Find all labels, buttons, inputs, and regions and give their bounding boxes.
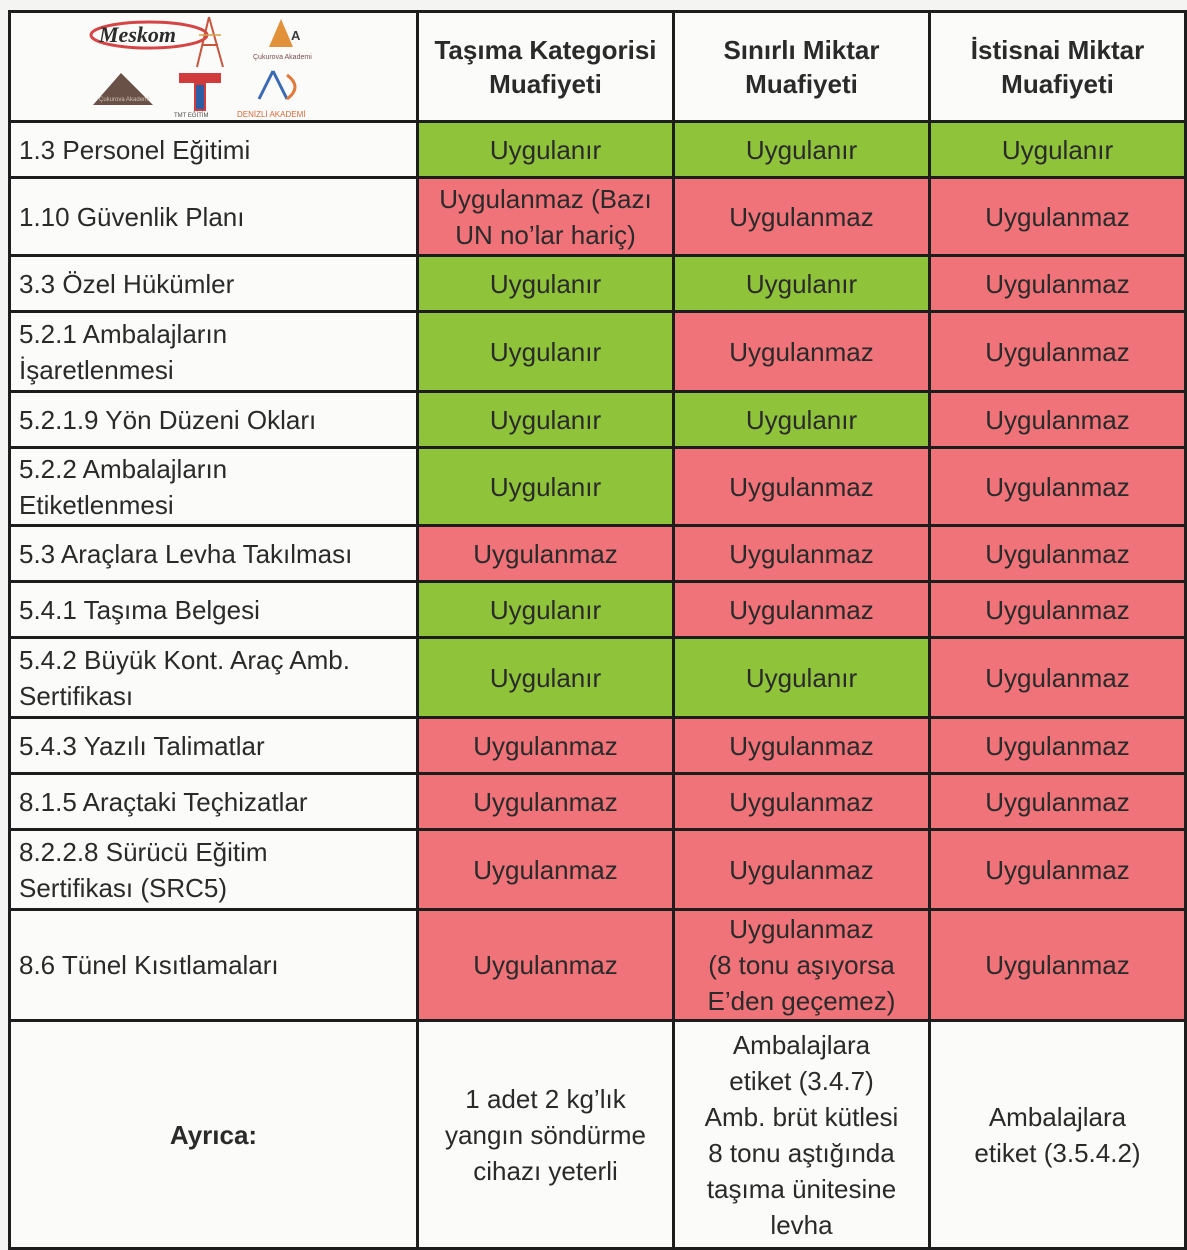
row-label: 3.3 Özel Hükümler	[10, 256, 418, 312]
footer-cell: Ambalajlara etiket (3.4.7) Amb. brüt kütlesi 8 tonu aştığında taşıma ünitesine levha	[674, 1021, 930, 1249]
row-label: 5.4.1 Taşıma Belgesi	[10, 582, 418, 638]
status-cell: Uygulanmaz	[930, 582, 1186, 638]
row-label: 5.2.2 Ambalajların Etiketlenmesi	[10, 448, 418, 526]
table-row	[10, 910, 1186, 1021]
row-label: 5.2.1.9 Yön Düzeni Okları	[10, 392, 418, 448]
table-row	[10, 718, 1186, 774]
row-label: 5.2.1 Ambalajların İşaretlenmesi	[10, 312, 418, 392]
row-label: 1.3 Personel Eğitimi	[10, 122, 418, 178]
table-row	[10, 638, 1186, 718]
table-row	[10, 448, 1186, 526]
status-cell: Uygulanmaz	[418, 526, 674, 582]
column-header-sinirli-miktar: Sınırlı Miktar Muafiyeti	[674, 12, 930, 122]
table-row	[10, 526, 1186, 582]
status-cell: Uygulanmaz	[674, 312, 930, 392]
status-cell: Uygulanmaz	[930, 392, 1186, 448]
status-cell: Uygulanmaz (Bazı UN no’lar hariç)	[418, 178, 674, 256]
table-row	[10, 830, 1186, 910]
status-cell: Uygulanmaz	[674, 830, 930, 910]
row-label: 5.3 Araçlara Levha Takılması	[10, 526, 418, 582]
row-label: 5.4.2 Büyük Kont. Araç Amb. Sertifikası	[10, 638, 418, 718]
status-cell: Uygulanır	[418, 392, 674, 448]
status-cell: Uygulanmaz	[674, 448, 930, 526]
table-row	[10, 392, 1186, 448]
exemption-table	[8, 10, 1187, 1250]
header-row	[10, 12, 1186, 122]
tmt-logo-text: TMT EĞİTİM	[174, 113, 209, 119]
denizli-logo-swoosh-icon	[287, 75, 295, 99]
status-cell: Uygulanmaz	[418, 830, 674, 910]
exemption-table-sheet	[8, 10, 1184, 1247]
status-cell: Uygulanmaz	[418, 718, 674, 774]
status-cell: Uygulanır	[418, 122, 674, 178]
status-cell: Uygulanmaz	[930, 312, 1186, 392]
status-cell: Uygulanır	[674, 638, 930, 718]
column-header-istisnai-miktar: İstisnai Miktar Muafiyeti	[930, 12, 1186, 122]
status-cell: Uygulanır	[930, 122, 1186, 178]
status-cell: Uygulanır	[418, 638, 674, 718]
status-cell: Uygulanmaz	[418, 774, 674, 830]
table-body	[10, 122, 1186, 1021]
row-label: 8.2.2.8 Sürücü Eğitim Sertifikası (SRC5)	[10, 830, 418, 910]
status-cell: Uygulanmaz	[674, 526, 930, 582]
cukurova-small-text: Çukurova Akademi	[99, 97, 150, 103]
table-row	[10, 312, 1186, 392]
logos	[11, 13, 416, 120]
table-row	[10, 582, 1186, 638]
status-cell: Uygulanmaz	[930, 256, 1186, 312]
footer-cell: 1 adet 2 kg’lık yangın söndürme cihazı yeterli	[418, 1021, 674, 1249]
tmt-logo-accent	[196, 85, 204, 109]
status-cell: Uygulanmaz	[418, 910, 674, 1021]
table-row	[10, 774, 1186, 830]
table-row	[10, 178, 1186, 256]
footer-cell: Ambalajlara etiket (3.5.4.2)	[930, 1021, 1186, 1249]
footer-row	[10, 1021, 1186, 1249]
status-cell: Uygulanır	[674, 392, 930, 448]
logo-cell	[10, 12, 418, 122]
cukurova-logo-icon	[269, 19, 293, 47]
status-cell: Uygulanmaz	[930, 830, 1186, 910]
status-cell: Uygulanır	[418, 582, 674, 638]
logos-image	[11, 13, 413, 119]
denizli-logo-text: DENİZLİ AKADEMİ	[237, 110, 306, 119]
status-cell: Uygulanmaz	[930, 526, 1186, 582]
table-row	[10, 122, 1186, 178]
ca-letters: A	[291, 28, 301, 43]
status-cell: Uygulanmaz (8 tonu aşıyorsa E’den geçemez)	[674, 910, 930, 1021]
status-cell: Uygulanmaz	[930, 178, 1186, 256]
denizli-logo-icon	[259, 71, 287, 99]
row-label: 1.10 Güvenlik Planı	[10, 178, 418, 256]
meskom-logo: Meskom	[99, 22, 176, 47]
status-cell: Uygulanmaz	[930, 774, 1186, 830]
footer-label: Ayrıca:	[10, 1021, 418, 1249]
status-cell: Uygulanmaz	[930, 638, 1186, 718]
status-cell: Uygulanmaz	[674, 718, 930, 774]
status-cell: Uygulanır	[418, 312, 674, 392]
status-cell: Uygulanmaz	[930, 718, 1186, 774]
column-header-tasima-kategorisi: Taşıma Kategorisi Muafiyeti	[418, 12, 674, 122]
status-cell: Uygulanmaz	[674, 582, 930, 638]
status-cell: Uygulanmaz	[930, 448, 1186, 526]
row-label: 8.1.5 Araçtaki Teçhizatlar	[10, 774, 418, 830]
status-cell: Uygulanır	[418, 256, 674, 312]
status-cell: Uygulanır	[674, 122, 930, 178]
table-row	[10, 256, 1186, 312]
status-cell: Uygulanmaz	[674, 178, 930, 256]
row-label: 5.4.3 Yazılı Talimatlar	[10, 718, 418, 774]
status-cell: Uygulanmaz	[674, 774, 930, 830]
status-cell: Uygulanır	[418, 448, 674, 526]
row-label: 8.6 Tünel Kısıtlamaları	[10, 910, 418, 1021]
status-cell: Uygulanmaz	[930, 910, 1186, 1021]
status-cell: Uygulanır	[674, 256, 930, 312]
cukurova-logo-text: Çukurova Akademi	[253, 54, 312, 61]
